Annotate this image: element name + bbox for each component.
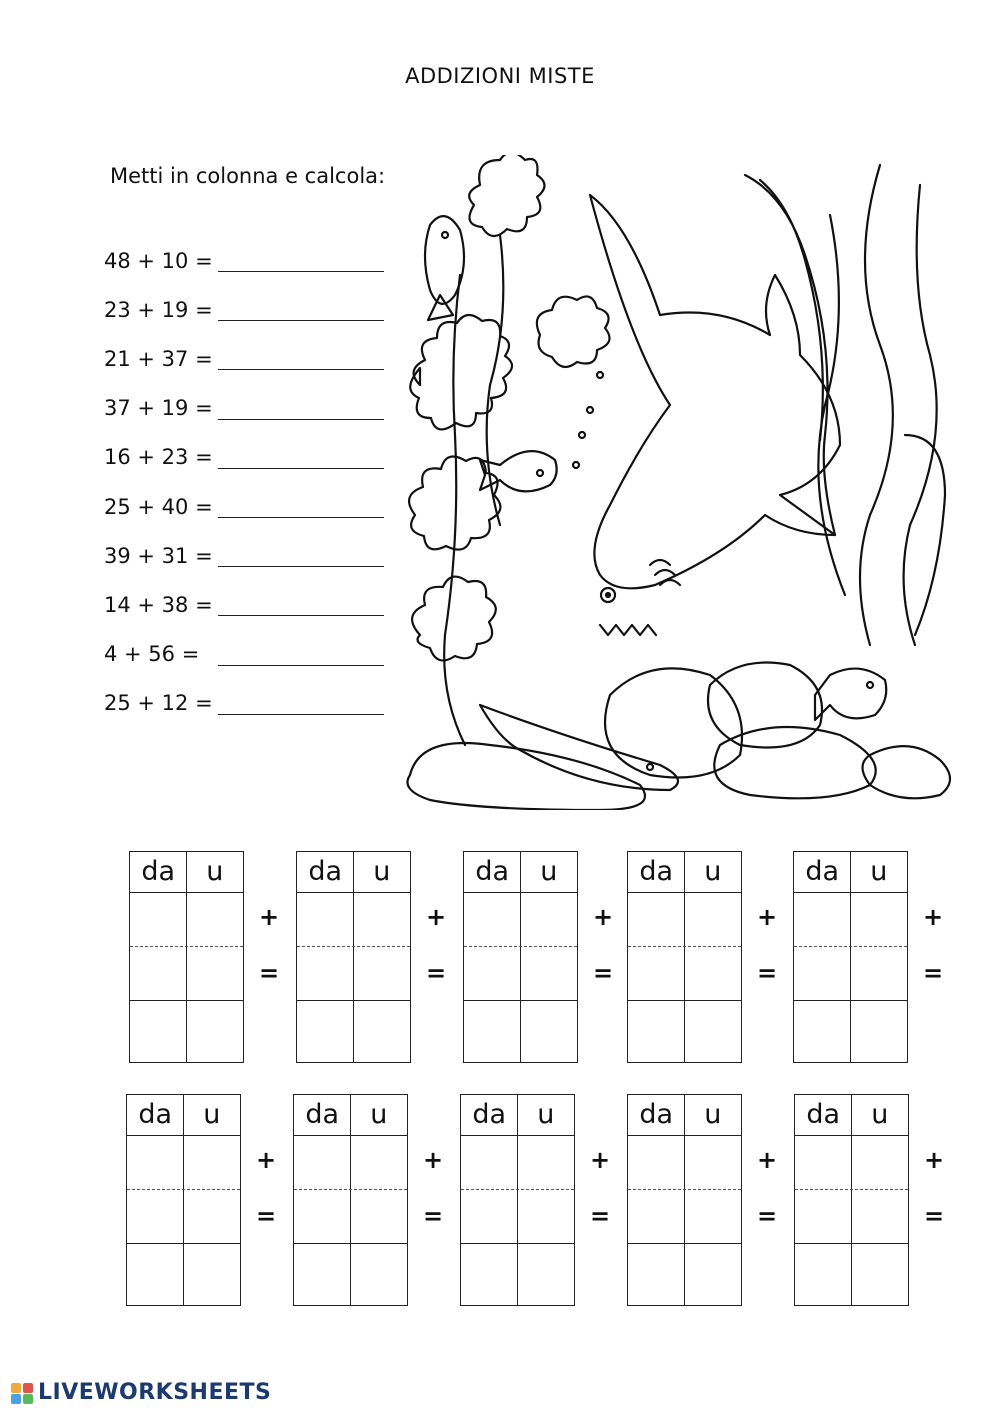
answer-field[interactable]: [218, 566, 384, 567]
equals-sign: =: [259, 959, 280, 987]
rock-icon: [714, 727, 875, 798]
answer-field[interactable]: [218, 320, 384, 321]
answer-field[interactable]: [218, 468, 384, 469]
column-grid: [794, 1094, 954, 1308]
plus-sign: +: [924, 1146, 945, 1174]
exercise-label: 4 + 56 =: [104, 642, 200, 667]
grid-cell[interactable]: [351, 1244, 407, 1304]
grid-cell[interactable]: [685, 1190, 741, 1242]
units-header: u: [537, 1099, 555, 1130]
grid-cell[interactable]: [351, 1190, 407, 1242]
units-header: u: [370, 1099, 388, 1130]
tens-header: da: [475, 856, 510, 887]
grid-cell[interactable]: [628, 893, 684, 945]
tens-header: da: [308, 856, 343, 887]
eel-icon: [745, 175, 835, 535]
column-table: [296, 851, 411, 1063]
grid-cell[interactable]: [794, 947, 850, 999]
equals-sign: =: [590, 1202, 611, 1230]
grid-cell[interactable]: [187, 893, 243, 945]
column-table: [627, 851, 742, 1063]
grid-cell[interactable]: [794, 1001, 850, 1061]
grid-cell[interactable]: [795, 1244, 851, 1304]
answer-field[interactable]: [218, 419, 384, 420]
grid-cell[interactable]: [354, 1001, 410, 1061]
grid-cell[interactable]: [685, 1136, 741, 1188]
seaweed-icon: [904, 185, 937, 645]
grid-cell[interactable]: [184, 1244, 240, 1304]
answer-field[interactable]: [218, 517, 384, 518]
grid-cell[interactable]: [521, 947, 577, 999]
grid-cell[interactable]: [461, 1190, 517, 1242]
column-grid-row: [0, 1094, 1000, 1308]
grid-cell[interactable]: [297, 893, 353, 945]
grid-cell[interactable]: [518, 1136, 574, 1188]
equals-sign: =: [757, 959, 778, 987]
exercise-row: [104, 580, 404, 629]
column-grid: [627, 1094, 787, 1308]
answer-field[interactable]: [218, 714, 384, 715]
grid-cell[interactable]: [628, 1001, 684, 1061]
units-header: u: [870, 856, 888, 887]
instruction-text: Metti in colonna e calcola:: [110, 164, 386, 188]
exercise-list: [104, 236, 404, 728]
exercise-label: 37 + 19 =: [104, 396, 213, 421]
grid-cell[interactable]: [685, 1001, 741, 1061]
footer: [10, 1380, 271, 1405]
grid-cell[interactable]: [852, 1244, 908, 1304]
grid-cell[interactable]: [354, 947, 410, 999]
grid-cell[interactable]: [351, 1136, 407, 1188]
grid-cell[interactable]: [851, 1001, 907, 1061]
equals-sign: =: [426, 959, 447, 987]
grid-cell[interactable]: [461, 1136, 517, 1188]
grid-cell[interactable]: [628, 947, 684, 999]
equals-sign: =: [923, 959, 944, 987]
tens-header: da: [472, 1099, 507, 1130]
grid-cell[interactable]: [297, 1001, 353, 1061]
grid-cell[interactable]: [461, 1244, 517, 1304]
tens-header: da: [639, 1099, 674, 1130]
grid-cell[interactable]: [130, 947, 186, 999]
plus-sign: +: [757, 903, 778, 931]
exercise-row: [104, 236, 404, 285]
grid-cell[interactable]: [521, 893, 577, 945]
grid-cell[interactable]: [685, 1244, 741, 1304]
exercise-row: [104, 334, 404, 383]
equals-sign: =: [924, 1202, 945, 1230]
grid-cell[interactable]: [130, 1001, 186, 1061]
grid-cell[interactable]: [294, 1190, 350, 1242]
grid-cell[interactable]: [127, 1190, 183, 1242]
column-table: [793, 851, 908, 1063]
column-grid: [296, 851, 456, 1065]
tens-header: da: [138, 1099, 173, 1130]
grid-cell[interactable]: [851, 947, 907, 999]
column-table: [126, 1094, 241, 1306]
column-grid: [627, 851, 787, 1065]
column-grid-row: [0, 851, 1000, 1065]
column-grid: [293, 1094, 453, 1308]
plus-sign: +: [923, 903, 944, 931]
grid-cell[interactable]: [852, 1190, 908, 1242]
grid-cell[interactable]: [795, 1136, 851, 1188]
coral-icon: [469, 155, 544, 236]
grid-cell[interactable]: [130, 893, 186, 945]
exercise-row: [104, 433, 404, 482]
fish-icon: [815, 669, 886, 720]
column-table: [627, 1094, 742, 1306]
exercise-label: 14 + 38 =: [104, 592, 213, 617]
answer-field[interactable]: [218, 271, 384, 272]
column-table: [293, 1094, 408, 1306]
equals-sign: =: [757, 1202, 778, 1230]
plus-sign: +: [593, 903, 614, 931]
grid-cell[interactable]: [464, 1001, 520, 1061]
plus-sign: +: [259, 903, 280, 931]
coral-icon: [412, 577, 496, 661]
exercise-row: [104, 482, 404, 531]
grid-cell[interactable]: [628, 1136, 684, 1188]
rock-icon: [708, 663, 822, 748]
column-grid: [129, 851, 289, 1065]
tens-header: da: [805, 856, 840, 887]
exercise-label: 48 + 10 =: [104, 248, 213, 273]
grid-cell[interactable]: [628, 1190, 684, 1242]
exercise-row: [104, 531, 404, 580]
tens-header: da: [806, 1099, 841, 1130]
grid-cell[interactable]: [294, 1244, 350, 1304]
exercise-row: [104, 679, 404, 728]
grid-cell[interactable]: [518, 1244, 574, 1304]
grid-cell[interactable]: [685, 893, 741, 945]
grid-cell[interactable]: [464, 893, 520, 945]
grid-cell[interactable]: [127, 1244, 183, 1304]
units-header: u: [203, 1099, 221, 1130]
grid-cell[interactable]: [294, 1136, 350, 1188]
underwater-shark-illustration: [400, 155, 960, 810]
exercise-row: [104, 384, 404, 433]
answer-field[interactable]: [218, 665, 384, 666]
units-header: u: [540, 856, 558, 887]
units-header: u: [373, 856, 391, 887]
grid-cell[interactable]: [685, 947, 741, 999]
exercise-label: 25 + 12 =: [104, 691, 213, 716]
plus-sign: +: [426, 903, 447, 931]
plus-sign: +: [423, 1146, 444, 1174]
equals-sign: =: [593, 959, 614, 987]
plus-sign: +: [256, 1146, 277, 1174]
grid-cell[interactable]: [297, 947, 353, 999]
fish-icon: [480, 451, 557, 491]
seaweed-icon: [905, 435, 945, 635]
grid-cell[interactable]: [187, 947, 243, 999]
equals-sign: =: [423, 1202, 444, 1230]
grid-cell[interactable]: [187, 1001, 243, 1061]
grid-cell[interactable]: [127, 1136, 183, 1188]
exercise-label: 25 + 40 =: [104, 494, 213, 519]
column-grid: [126, 1094, 286, 1308]
column-grid: [463, 851, 623, 1065]
column-table: [794, 1094, 909, 1306]
units-header: u: [704, 1099, 722, 1130]
answer-field[interactable]: [218, 615, 384, 616]
seaweed-icon: [860, 165, 893, 645]
exercise-label: 16 + 23 =: [104, 445, 213, 470]
plus-sign: +: [757, 1146, 778, 1174]
exercise-label: 21 + 37 =: [104, 346, 213, 371]
grid-cell[interactable]: [464, 947, 520, 999]
grid-cell[interactable]: [354, 893, 410, 945]
footer-brand: LIVEWORKSHEETS: [38, 1380, 272, 1405]
grid-cell[interactable]: [184, 1190, 240, 1242]
grid-cell[interactable]: [851, 893, 907, 945]
column-table: [463, 851, 578, 1063]
grid-cell[interactable]: [521, 1001, 577, 1061]
grid-cell[interactable]: [852, 1136, 908, 1188]
exercise-label: 39 + 31 =: [104, 543, 213, 568]
plus-sign: +: [590, 1146, 611, 1174]
units-header: u: [871, 1099, 889, 1130]
grid-cell[interactable]: [628, 1244, 684, 1304]
tens-header: da: [141, 856, 176, 887]
column-grid: [793, 851, 953, 1065]
exercise-row: [104, 630, 404, 679]
page-title: ADDIZIONI MISTE: [405, 64, 595, 88]
grid-cell[interactable]: [184, 1136, 240, 1188]
rock-icon: [605, 668, 742, 777]
units-header: u: [206, 856, 224, 887]
grid-cell[interactable]: [794, 893, 850, 945]
column-table: [129, 851, 244, 1063]
coral-icon: [537, 296, 610, 367]
exercise-row: [104, 285, 404, 334]
tens-header: da: [305, 1099, 340, 1130]
units-header: u: [704, 856, 722, 887]
grid-cell[interactable]: [795, 1190, 851, 1242]
grid-cell[interactable]: [518, 1190, 574, 1242]
exercise-label: 23 + 19 =: [104, 297, 213, 322]
coral-icon: [410, 315, 512, 429]
answer-field[interactable]: [218, 369, 384, 370]
tens-header: da: [639, 856, 674, 887]
equals-sign: =: [256, 1202, 277, 1230]
column-grid: [460, 1094, 620, 1308]
liveworksheets-logo-icon: [10, 1381, 34, 1405]
column-table: [460, 1094, 575, 1306]
